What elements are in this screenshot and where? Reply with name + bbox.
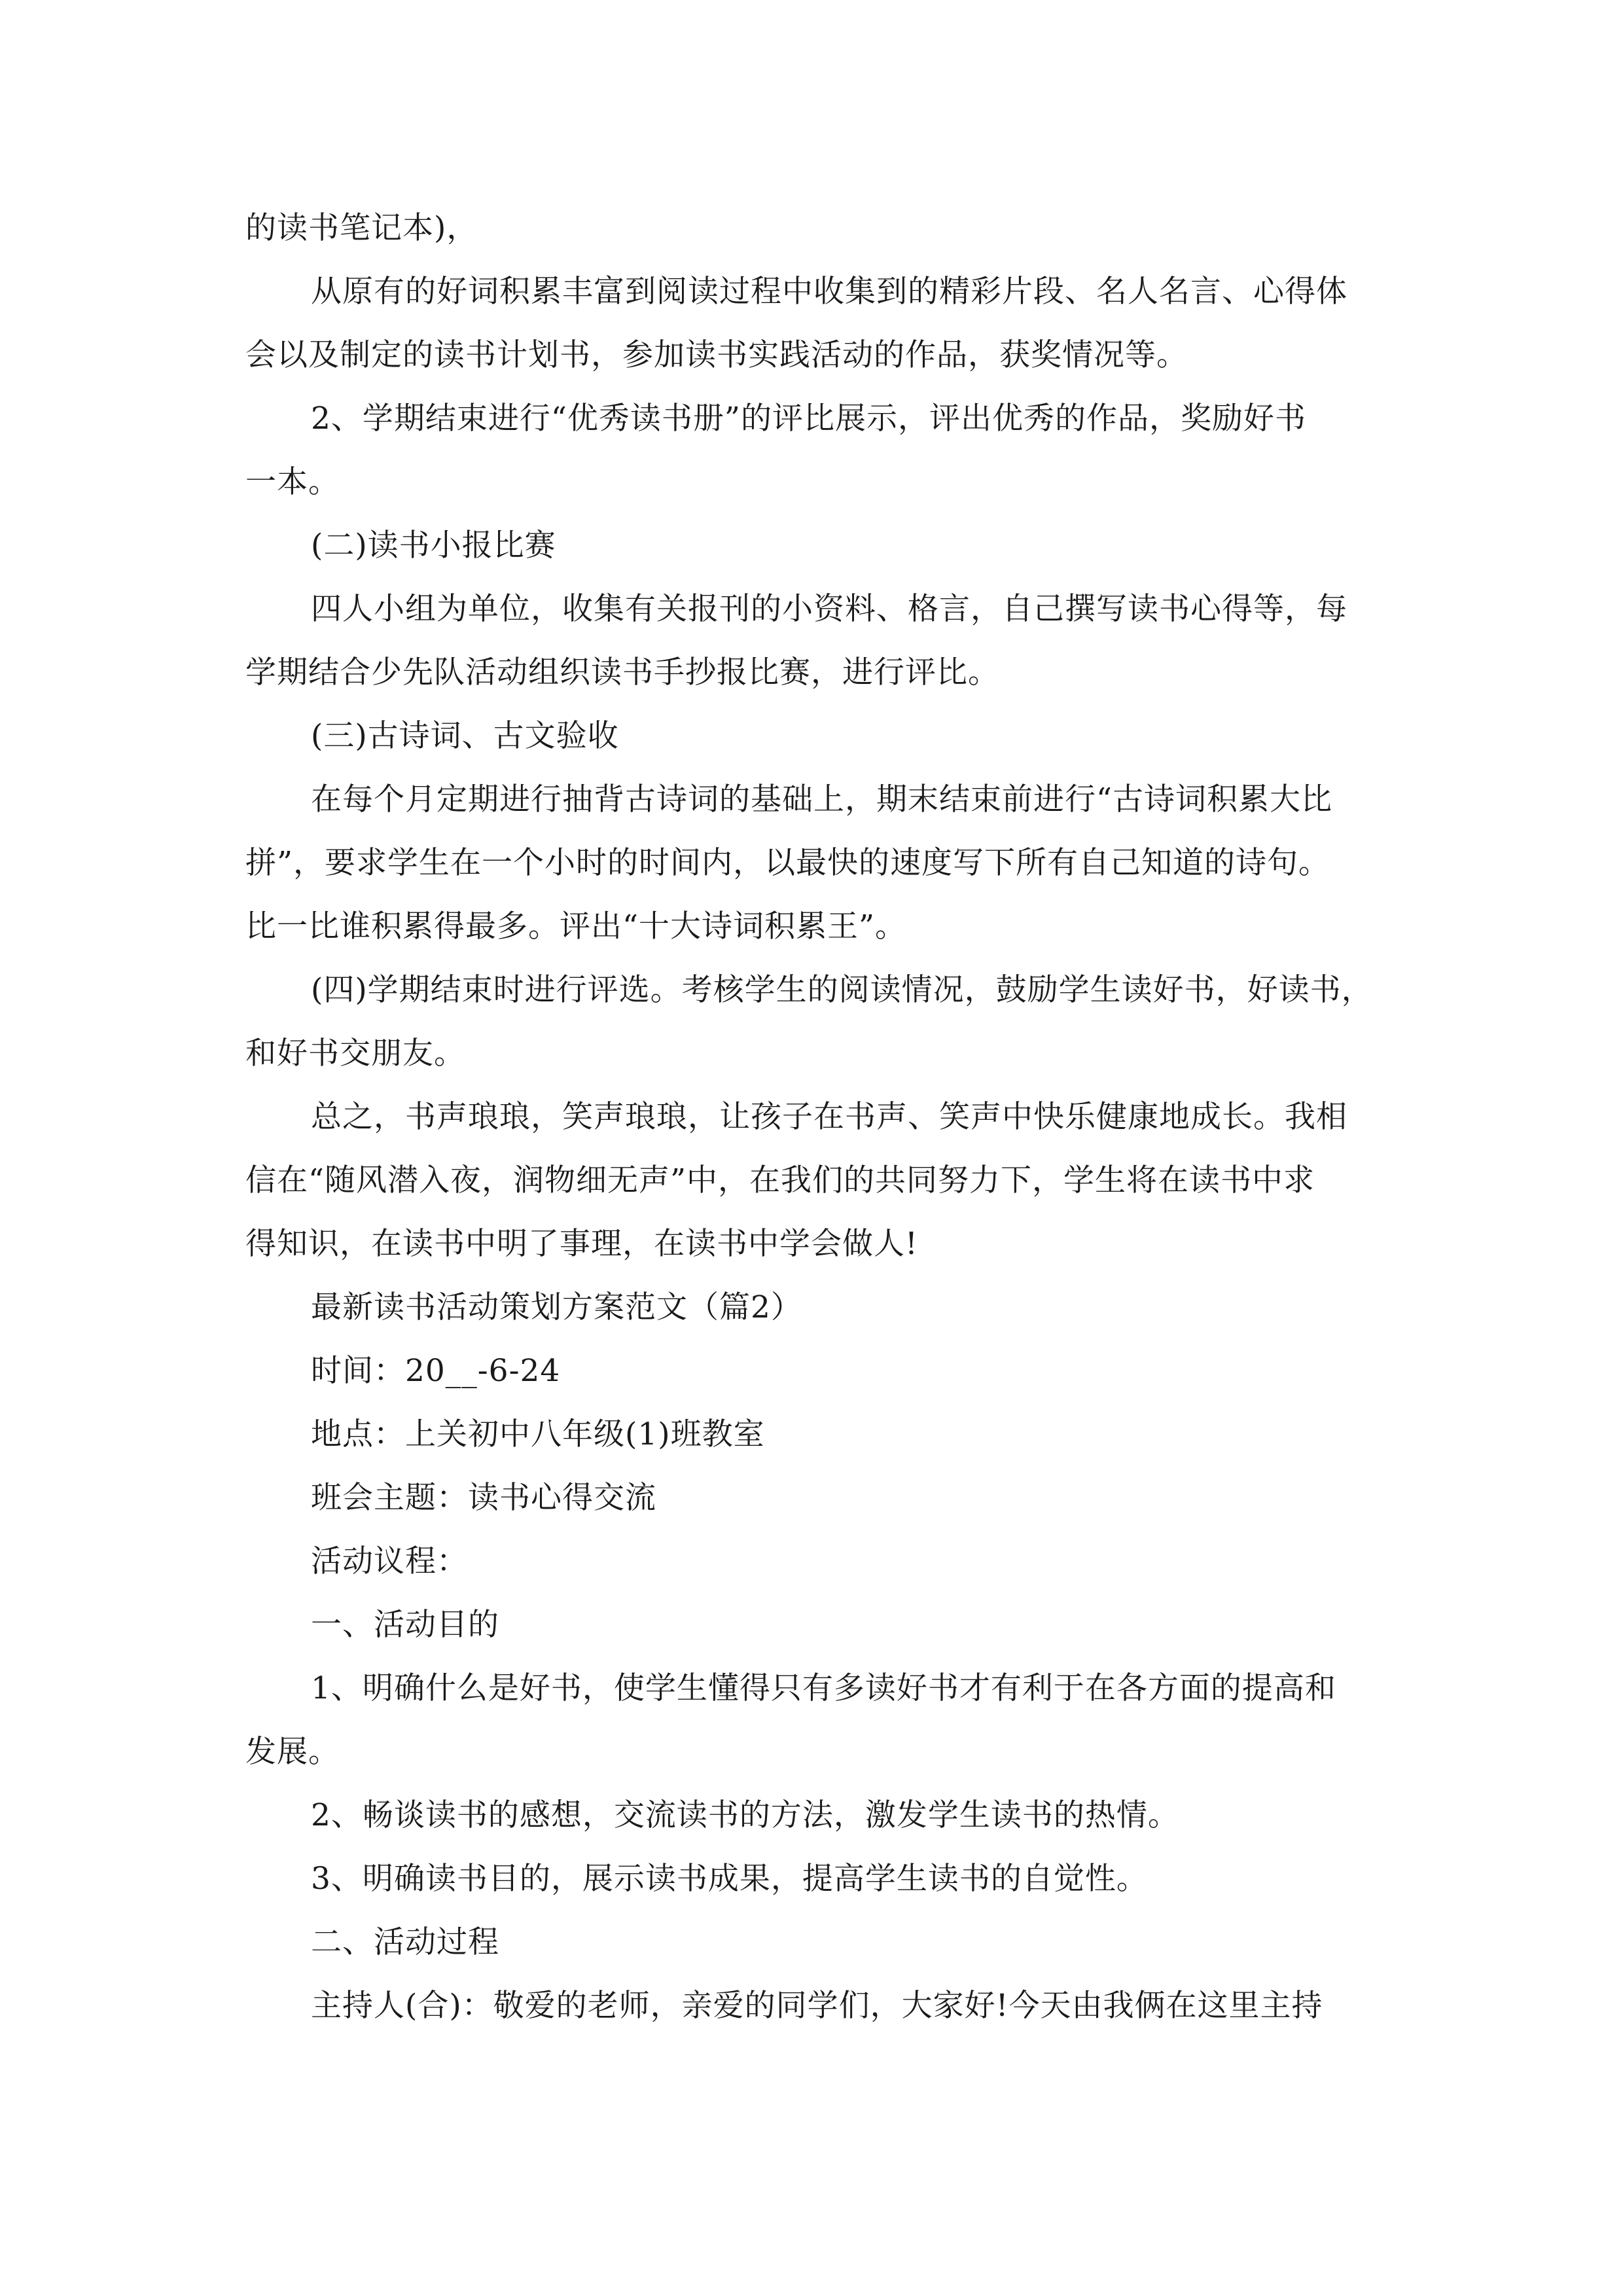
text-line: 从原有的好词积累丰富到阅读过程中收集到的精彩片段、名人名言、心得体	[311, 274, 1347, 310]
text-line: 3、明确读书目的，展示读书成果，提高学生读书的自觉性。	[311, 1861, 1148, 1897]
text-line: 一本。	[245, 464, 340, 500]
text-line: 的读书笔记本)，	[245, 210, 478, 246]
text-line: 2、学期结束进行“优秀读书册”的评比展示，评出优秀的作品，奖励好书	[311, 401, 1306, 437]
text-line: 地点：上关初中八年级(1)班教室	[311, 1416, 765, 1452]
text-line: 主持人(合)：敬爱的老师，亲爱的同学们，大家好!今天由我俩在这里主持	[311, 1988, 1323, 2024]
text-line: 1、明确什么是好书，使学生懂得只有多读好书才有利于在各方面的提高和	[311, 1670, 1336, 1706]
text-line: 总之，书声琅琅，笑声琅琅，让孩子在书声、笑声中快乐健康地成长。我相	[311, 1099, 1347, 1135]
text-line: 一、活动目的	[311, 1607, 499, 1643]
text-line: (四)学期结束时进行评选。考核学生的阅读情况，鼓励学生读好书，好读书，	[311, 972, 1373, 1008]
text-line: 学期结合少先队活动组织读书手抄报比赛，进行评比。	[245, 655, 999, 691]
text-line: 得知识，在读书中明了事理，在读书中学会做人!	[245, 1226, 918, 1262]
text-line: 四人小组为单位，收集有关报刊的小资料、格言，自己撰写读书心得等，每	[311, 591, 1347, 627]
text-line: (三)古诗词、古文验收	[311, 718, 619, 754]
text-line: 二、活动过程	[311, 1924, 499, 1960]
text-line: 班会主题：读书心得交流	[311, 1480, 656, 1516]
text-line: 比一比谁积累得最多。评出“十大诗词积累王”。	[245, 908, 907, 944]
text-line: 和好书交朋友。	[245, 1035, 465, 1071]
document-body	[245, 196, 1378, 2037]
text-line: 拼”，要求学生在一个小时的时间内，以最快的速度写下所有自己知道的诗句。	[245, 845, 1330, 881]
text-line: 最新读书活动策划方案范文（篇2）	[311, 1289, 802, 1325]
text-line: (二)读书小报比赛	[311, 528, 556, 564]
text-line: 信在“随风潜入夜，润物细无声”中，在我们的共同努力下，学生将在读书中求	[245, 1162, 1315, 1198]
text-line: 时间：20__-6-24	[311, 1353, 561, 1389]
text-line: 会以及制定的读书计划书，参加读书实践活动的作品，获奖情况等。	[245, 337, 1188, 373]
text-line: 2、畅谈读书的感想，交流读书的方法，激发学生读书的热情。	[311, 1797, 1179, 1833]
text-line: 发展。	[245, 1734, 340, 1770]
text-line: 活动议程：	[311, 1543, 468, 1579]
text-line: 在每个月定期进行抽背古诗词的基础上，期末结束前进行“古诗词积累大比	[311, 781, 1333, 817]
